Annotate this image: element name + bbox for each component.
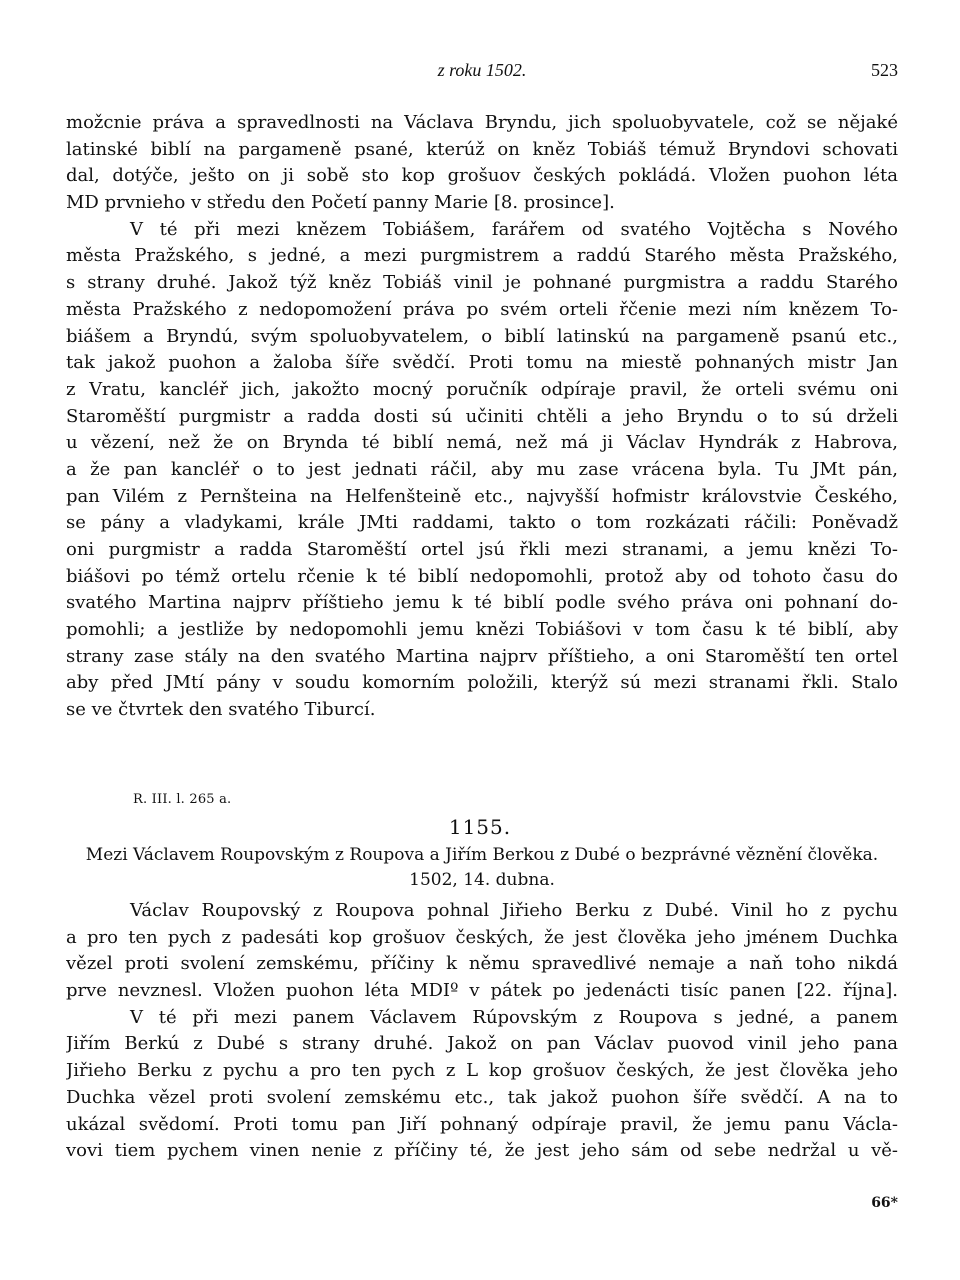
text-line: V té při mezi panem Václavem Rúpovským z Roupova s jedné, a panem [130,1006,898,1028]
text-line: prve nevznesl. Vložen puohon léta MDIº v pátek po jedenácti tisíc panen [22. října]. [66,980,898,1002]
text-line: a že pan kancléř o to jest jednati ráčil, aby mu zase vrácena byla. Tu JMt pán, [66,458,898,480]
regest-date: 1502, 14. dubna. [409,870,555,890]
text-line: tak jakož puohon a žaloba šíře svědčí. Proti tomu na miestě pohnaných mistr Jan [66,352,898,374]
section1-text [66,110,898,724]
text-line: Staroměští purgmistr a radda dosti sú učiniti chtěli a jeho Bryndu o to sú drželi [66,405,898,427]
text-line: s strany druhé. Jakož týž kněz Tobiáš vinil je pohnané purgmistra a raddu Starého [66,272,898,294]
text-line: dal, dotýče, ješto on ji sobě sto kop grošuov českých pokládá. Vložen puohon léta [66,165,898,187]
text-line: pomohli; a jestliže by nedopomohli jemu knězi Tobiášovi v tom času k té biblí, aby [66,619,898,641]
text-line: u vězení, než že on Brynda té biblí nemá, než má ji Václav Hyndrák z Habrova, [66,432,898,454]
text-line: V té při mezi knězem Tobiášem, farářem od svatého Vojtěcha s Nového [130,218,898,240]
text-line: Václav Roupovský z Roupova pohnal Jiřieho Berku z Dubé. Vinil ho z pychu [130,900,898,921]
text-line: se ve čtvrtek den svatého Tiburcí. [66,699,376,721]
text-line: svatého Martina najprv příštieho jemu k té biblí podle svého práva oni pohnaní do- [66,592,898,614]
text-line: oni purgmistr a radda Staroměští ortel jsú řkli mezi stranami, a jemu knězi To- [66,539,898,560]
text-line: vězel proti svolení zemskému, příčiny k němu spravedlivé nemaje a naň toho nikdá [66,953,898,975]
text-line: z Vratu, kancléř jich, jakožto mocný poručník odpíraje pravil, že orteli svému oni [66,378,898,400]
text-line: MD prvnieho v středu den Početí panny Marie [8. prosince]. [66,192,615,214]
text-line: biášovi po témž ortelu rčenie k té biblí nedopomohli, protož aby od tohoto času do [66,565,898,587]
page-number: 523 [871,60,898,80]
page-header [66,60,898,88]
text-line: strany zase stály na den svatého Martina najprv příštieho, a oni Staroměští ten ortel [66,645,898,667]
text-line: města Pražského z nedopomožení práva po svém orteli řčenie mezi ním knězem To- [66,298,898,320]
archival-citation: R. III. l. 265 a. [133,792,232,807]
text-line: a pro ten pych z padesáti kop grošuov českých, že jest člověka jeho jménem Duchka [66,926,898,948]
running-title: z roku 1502. [437,60,527,80]
document-text [66,898,898,1165]
signature-mark: 66* [871,1195,898,1211]
text-line: vovi tiem pychem vinen nenie z příčiny té, že jest jeho sám od sebe nedržal u vě- [66,1140,898,1162]
document-number: 1155. [448,815,512,839]
text-line: aby před JMtí pány v soudu komorním položili, kterýž sú mezi stranami řkli. Stalo [66,672,898,694]
text-line: města Pražského, s jedné, a mezi purgmistrem a raddú Starého města Pražského, [66,245,898,267]
text-line: Jiřím Berkú z Dubé s strany druhé. Jakož on pan Václav puovod vinil jeho pana [66,1033,898,1055]
document-regest [66,843,898,893]
text-line: Duchka vězel proti svolení zemskému etc., tak jakož puohon šíře svědčí. A na to [66,1086,898,1108]
text-line: ukázal svědomí. Proti tomu pan Jiří pohnaný odpíraje pravil, že jemu panu Václa- [66,1113,898,1135]
text-line: latinské biblí na pargameně psané, kterúž on kněz Tobiáš témuž Bryndovi schovati [66,138,898,160]
text-line: Jiřieho Berku z pychu a pro ten pych z L kop grošuov českých, že jest člověka jeho [66,1060,898,1082]
text-line: biášem a Bryndú, svým spoluobyvatelem, o biblí latinskú na pargameně psanú etc., [66,325,898,347]
text-line: se pány a vladykami, krále JMti raddami, takto o tom rozkázati ráčili: Poněvadž [66,512,898,534]
text-line: možcnie práva a spravedlnosti na Václava Bryndu, jich spoluobyvatele, což se nějaké [66,112,898,133]
regest-line: Mezi Václavem Roupovským z Roupova a Jiřím Berkou z Dubé o bezprávné věznění člověka. [85,845,879,865]
text-line: pan Vilém z Pernšteina na Helfenšteině etc., najvyšší hofmistr královstvie Českého, [66,485,898,507]
